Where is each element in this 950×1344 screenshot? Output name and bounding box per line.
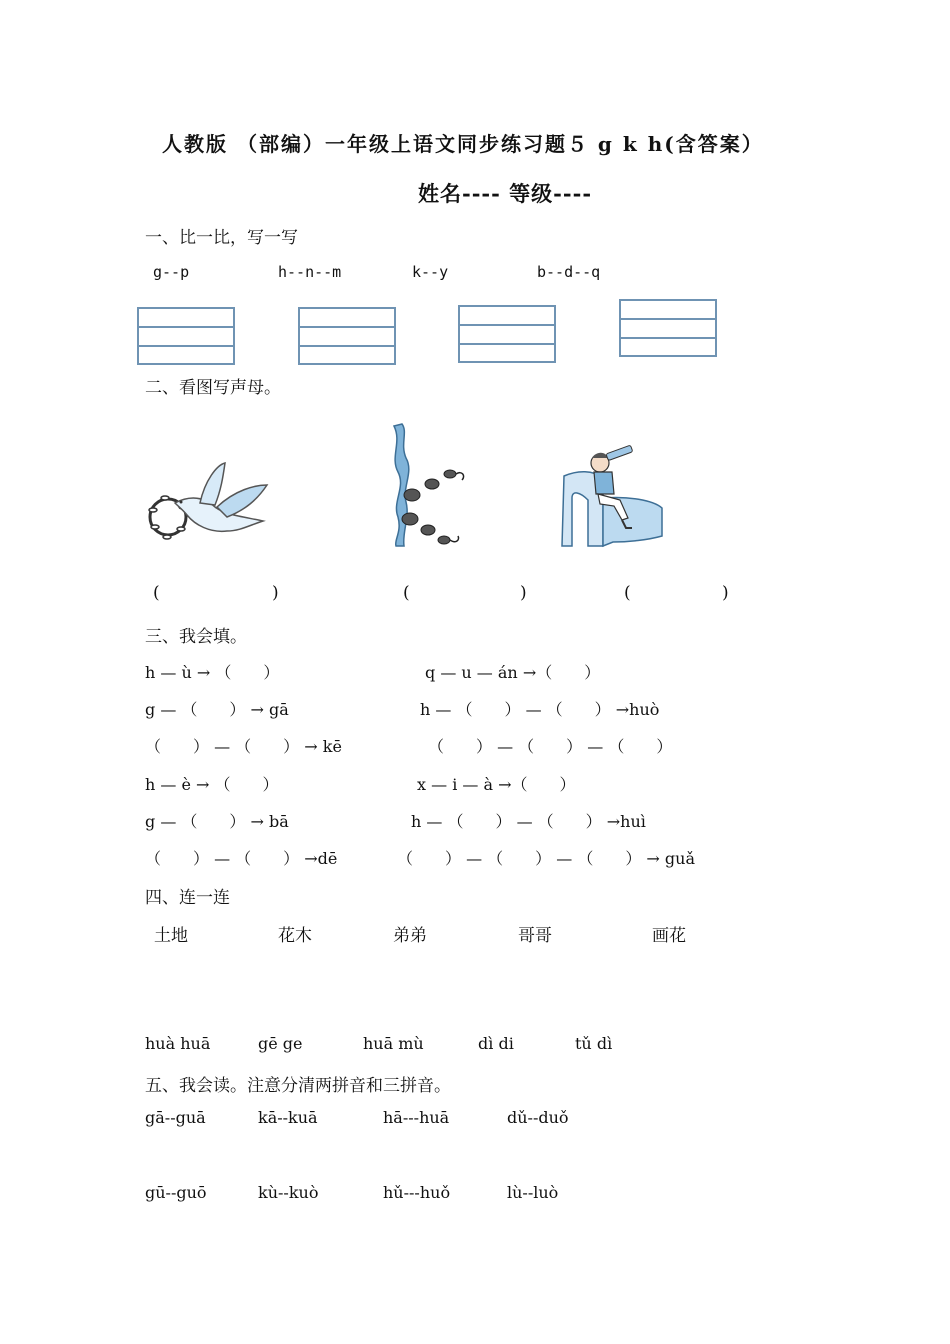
section4-heading: 四、连一连: [145, 888, 230, 908]
fill-row-right[interactable]: h — （ ） — （ ） →huò: [420, 700, 660, 719]
answer-bracket-close: ): [272, 583, 279, 603]
fill-row-right[interactable]: h — （ ） — （ ） →huì: [411, 812, 646, 831]
fill-row-right[interactable]: x — i — à →（ ）: [417, 775, 576, 794]
section2-heading: 二、看图写声母。: [145, 378, 281, 398]
match-word[interactable]: 花木: [278, 926, 312, 946]
match-word[interactable]: 弟弟: [393, 926, 427, 946]
answer-bracket-open[interactable]: (: [403, 583, 410, 603]
answer-bracket-open[interactable]: (: [624, 583, 631, 603]
match-pinyin[interactable]: dì di: [478, 1034, 514, 1053]
dove-illustration: [145, 455, 270, 555]
fill-row-left[interactable]: g — （ ） → bā: [145, 812, 289, 831]
fill-row-left[interactable]: h — è → （ ）: [145, 775, 279, 794]
compare-pair: k--y: [412, 263, 449, 281]
answer-bracket-close: ): [722, 583, 729, 603]
fill-row-left[interactable]: g — （ ） → gā: [145, 700, 289, 719]
answer-bracket-open[interactable]: (: [153, 583, 160, 603]
writing-grid[interactable]: [619, 299, 717, 357]
writing-grid[interactable]: [137, 307, 235, 365]
match-pinyin[interactable]: tǔ dì: [575, 1034, 613, 1053]
fill-row-left[interactable]: h — ù → （ ）: [145, 663, 280, 682]
read-pair: kā--kuā: [258, 1108, 318, 1127]
boy-telescope-illustration: [558, 448, 668, 553]
fill-row-right[interactable]: （ ） — （ ） — （ ）: [428, 737, 673, 756]
read-pair: hā---huā: [383, 1108, 450, 1127]
fill-row-right[interactable]: q — u — án →（ ）: [425, 663, 601, 682]
read-pair: lù--luò: [507, 1183, 559, 1202]
fill-row-left[interactable]: （ ） — （ ） →dē: [145, 849, 338, 868]
writing-grid[interactable]: [298, 307, 396, 365]
match-pinyin[interactable]: huā mù: [363, 1034, 424, 1053]
read-pair: gā--guā: [145, 1108, 206, 1127]
read-pair: gū--guō: [145, 1183, 207, 1202]
section3-heading: 三、我会填。: [145, 627, 247, 647]
read-pair: hǔ---huǒ: [383, 1183, 451, 1202]
section5-heading: 五、我会读。注意分清两拼音和三拼音。: [145, 1076, 451, 1096]
name-grade-line: 姓名---- 等级----: [418, 181, 593, 206]
match-word[interactable]: 画花: [652, 926, 686, 946]
answer-bracket-close: ): [520, 583, 527, 603]
fill-row-left[interactable]: （ ） — （ ） → kē: [145, 737, 342, 756]
compare-pair: g--p: [153, 263, 190, 281]
compare-pair: h--n--m: [278, 263, 342, 281]
match-pinyin[interactable]: huà huā: [145, 1034, 211, 1053]
match-pinyin[interactable]: gē ge: [258, 1034, 303, 1053]
compare-pair: b--d--q: [537, 263, 601, 281]
match-word[interactable]: 哥哥: [518, 926, 552, 946]
section1-heading: 一、比一比，写一写: [145, 228, 298, 248]
writing-grid[interactable]: [458, 305, 556, 363]
fill-row-right[interactable]: （ ） — （ ） — （ ） → guǎ: [397, 849, 696, 868]
match-word[interactable]: 土地: [154, 926, 188, 946]
tadpole-illustration: [380, 422, 470, 552]
read-pair: dǔ--duǒ: [507, 1108, 569, 1127]
page-title: 人教版 （部编）一年级上语文同步练习题５ g k h(含答案）: [162, 132, 764, 156]
read-pair: kù--kuò: [258, 1183, 319, 1202]
